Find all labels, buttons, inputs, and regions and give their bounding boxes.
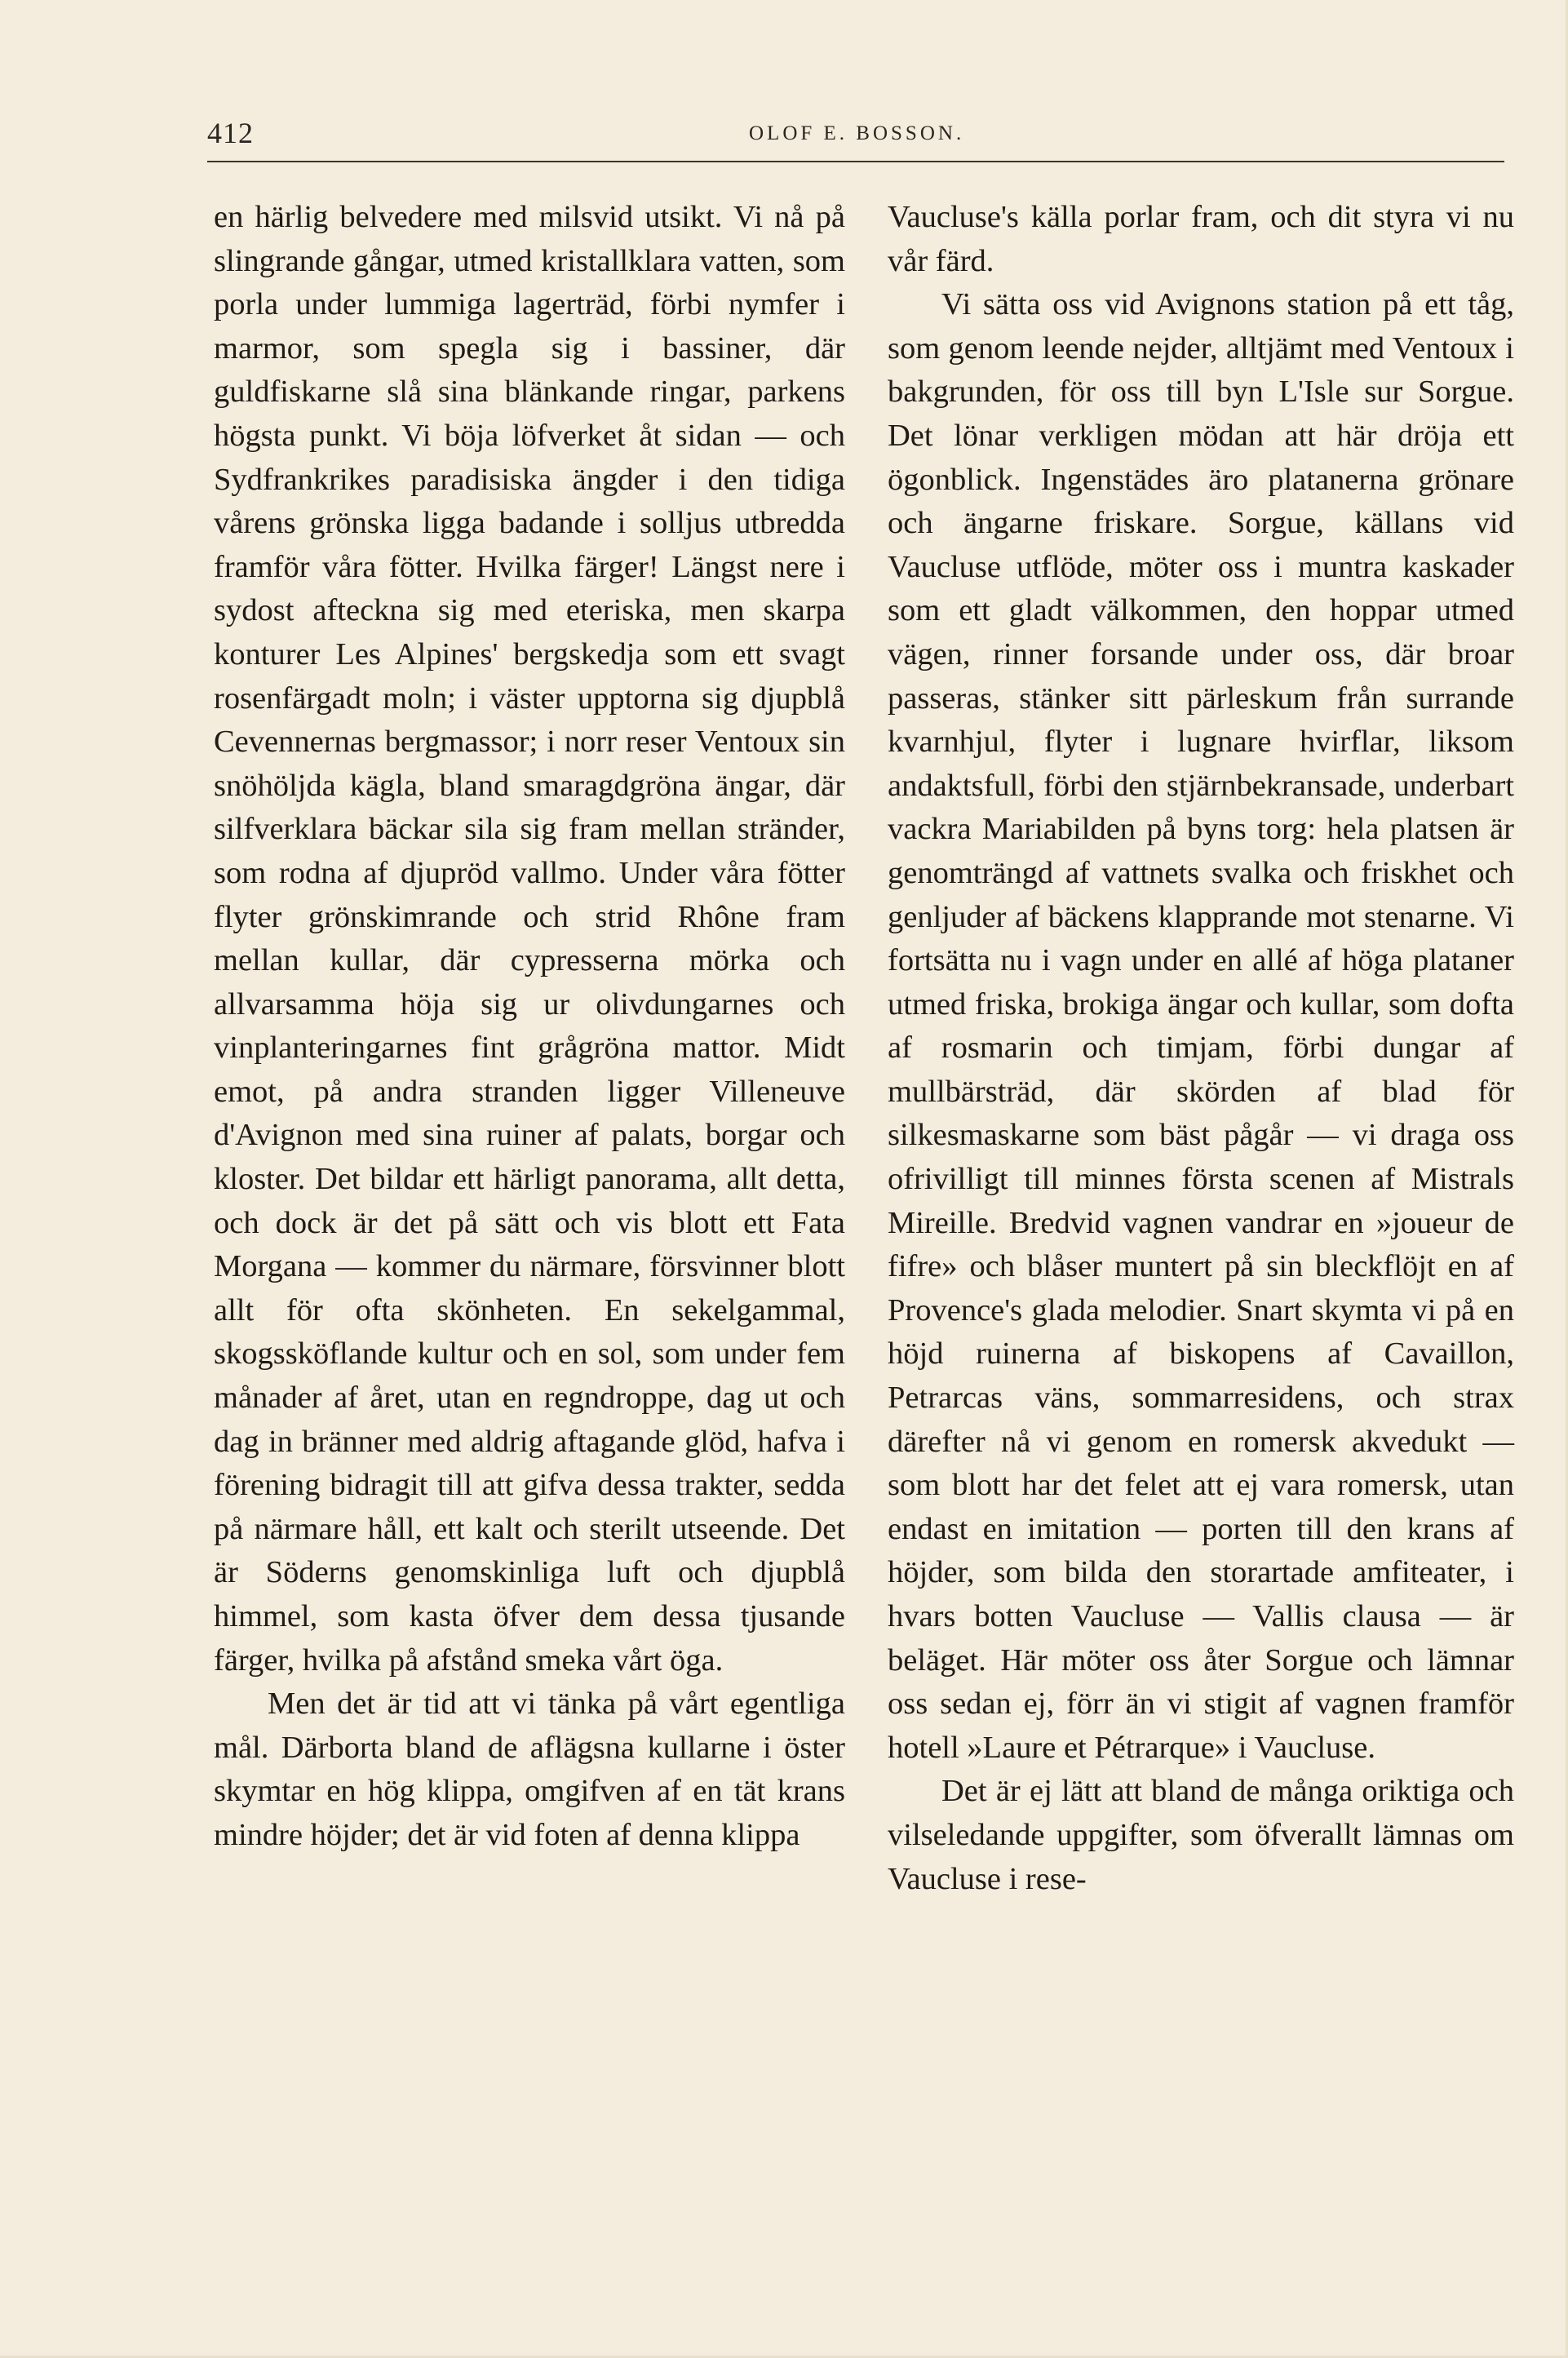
right-paragraph-3: Det är ej lätt att bland de många oriktiga och vilseledande uppgifter, som öfverallt lämnas om Vaucluse i rese-	[888, 1774, 1514, 1896]
left-paragraph-1: en härlig belvedere med milsvid utsikt. Vi nå på slingrande gångar, utmed kristallklara vatten, som porla under lummiga lagerträd, förbi nymfer i marmor, som spegla sig i bassiner, där guldfiskarne slå sina blänkande ringar, parkens högsta punkt. Vi böja löfverket åt sidan — och Sydfrankrikes paradisiska ängder i den tidiga vårens grönska ligga badande i solljus utbredda framför våra fötter. Hvilka färger! Längst nere i sydost afteckna sig med eteriska, men skarpa konturer Les Alpines' bergskedja som ett svagt rosenfärgadt moln; i väster upptorna sig djupblå Cevennernas bergmassor; i norr reser Ventoux sin snöhöljda kägla, bland smaragdgröna ängar, där silfverklara bäckar sila sig fram mellan stränder, som rodna af djupröd vallmo. Under våra fötter flyter grönskimrande och strid Rhône fram mellan kullar, där cypresserna mörka och allvarsamma höja sig ur olivdungarnes och vinplanteringarnes fint grågröna mattor. Midt emot, på andra stranden ligger Villeneuve d'Avignon med sina ruiner af palats, borgar och kloster. Det bildar ett härligt panorama, allt detta, och dock är det på sätt och vis blott ett Fata Morgana — kommer du närmare, försvinner blott allt för ofta skönheten. En sekelgammal, skogssköflande kultur och en sol, som under fem månader af året, utan en regndroppe, dag ut och dag in bränner med aldrig aftagande glöd, hafva i förening bidragit till att gifva dessa trakter, sedda på närmare håll, ett kalt och sterilt utseende. Det är Söderns genomskinliga luft och djupblå himmel, som kasta öfver dem dessa tjusande färger, hvilka på afstånd smeka vårt öga.	[214, 200, 845, 1678]
header-rule	[207, 161, 1504, 162]
right-column	[888, 196, 1514, 1901]
left-paragraph-2: Men det är tid att vi tänka på vårt egentliga mål. Därborta bland de aflägsna kullarne i öster skymtar en hög klippa, omgifven af en tät krans mindre höjder; det är vid foten af denna klippa	[214, 1687, 845, 1852]
left-column	[214, 196, 845, 1858]
right-paragraph-2: Vi sätta oss vid Avignons station på ett tåg, som genom leende nejder, alltjämt med Ventoux i bakgrunden, för oss till byn L'Isle sur Sorgue. Det lönar verkligen mödan att här dröja ett ögonblick. Ingenstädes äro platanerna grönare och ängarne friskare. Sorgue, källans vid Vaucluse utflöde, möter oss i muntra kaskader som ett gladt välkommen, den hoppar utmed vägen, rinner forsande under oss, där broar passeras, stänker sitt pärleskum från surrande kvarnhjul, flyter i lugnare hvirflar, liksom andaktsfull, förbi den stjärnbekransade, underbart vackra Mariabilden på byns torg: hela platsen är genomträngd af vattnets svalka och friskhet och genljuder af bäckens klapprande mot stenarne. Vi fortsätta nu i vagn under en allé af höga plataner utmed friska, brokiga ängar och kullar, som dofta af rosmarin och timjam, förbi dungar af mullbärsträd, där skörden af blad för silkesmaskarne som bäst pågår — vi draga oss ofrivilligt till minnes första scenen af Mistrals Mireille. Bredvid vagnen vandrar en »joueur de fifre» och blåser muntert på sin bleckflöjt en af Provence's glada melodier. Snart skymta vi på en höjd ruinerna af biskopens af Cavaillon, Petrarcas väns, sommarresidens, och strax därefter nå vi genom en romersk akvedukt — som blott har det felet att ej vara romersk, utan endast en imitation — porten till den krans af höjder, som bilda den storartade amfiteater, i hvars botten Vaucluse — Vallis clausa — är beläget. Här möter oss åter Sorgue och lämnar oss sedan ej, förr än vi stigit af vagnen framför hotell »Laure et Pétrarque» i Vaucluse.	[888, 287, 1514, 1765]
page-number: 412	[207, 117, 254, 149]
right-paragraph-1: Vaucluse's källa porlar fram, och dit styra vi nu vår färd.	[888, 200, 1514, 278]
running-head	[207, 116, 1504, 153]
running-title: OLOF E. BOSSON.	[749, 122, 965, 144]
